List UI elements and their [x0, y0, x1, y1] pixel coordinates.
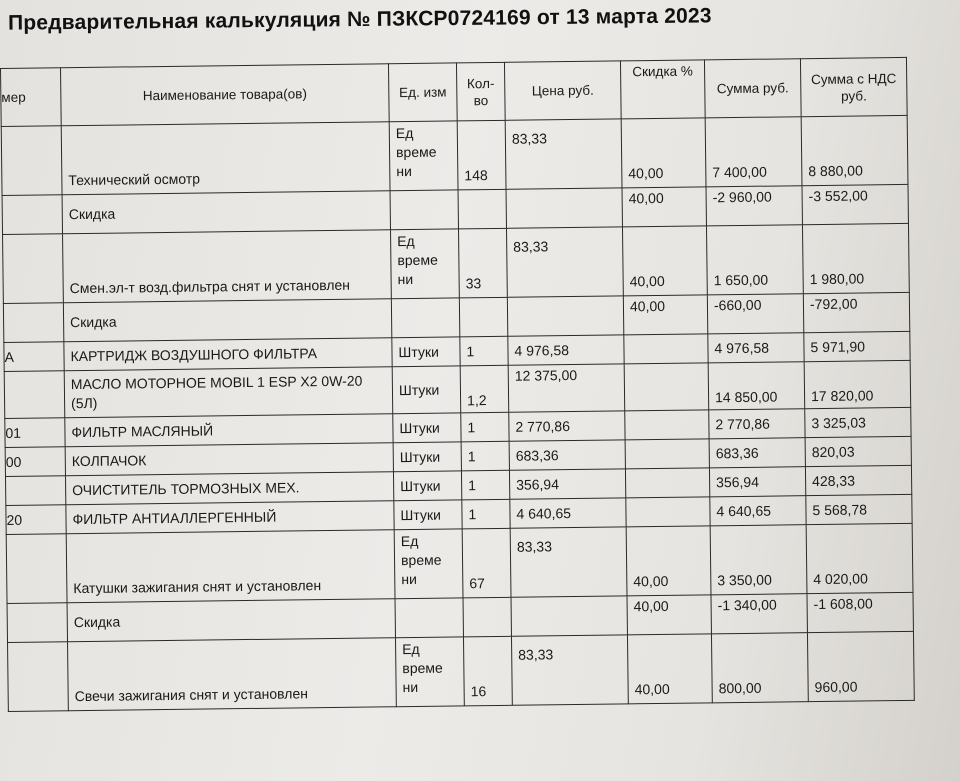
cell-sum: 3 350,00	[710, 525, 807, 595]
cell-code	[3, 303, 63, 343]
cell-sum-vat: 428,33	[805, 465, 911, 495]
cell-sum: 14 850,00	[708, 362, 805, 410]
cell-price: 83,33	[505, 119, 622, 189]
cell-discount	[625, 439, 709, 469]
table-row	[1, 115, 908, 195]
cell-discount	[626, 497, 710, 527]
cell-sum: -1 340,00	[711, 594, 807, 634]
header-discount: Скидка %	[620, 60, 705, 119]
cell-sum-vat: 8 880,00	[801, 115, 908, 185]
cell-unit: Штуки	[393, 413, 461, 443]
cell-qty	[458, 189, 506, 229]
cell-sum-vat: -1 608,00	[807, 592, 913, 632]
cell-code	[6, 534, 67, 604]
cell-sum-vat: 820,03	[805, 436, 911, 466]
cell-price: 2 770,86	[509, 411, 625, 441]
cell-name: Скидка	[62, 191, 390, 234]
cell-price: 83,33	[510, 527, 627, 597]
table-body	[1, 115, 914, 711]
document-title: Предварительная калькуляция № ПЗКСР0724169 от 13 марта 2023	[7, 4, 712, 35]
cell-qty: 1,2	[460, 365, 509, 413]
cell-sum: 2 770,86	[709, 409, 805, 439]
table-row	[8, 631, 915, 711]
cell-price: 83,33	[506, 227, 623, 297]
cell-qty: 1	[462, 499, 510, 529]
cell-price	[511, 596, 627, 636]
cell-sum-vat: 3 325,03	[805, 407, 911, 437]
cell-code: 20	[6, 505, 66, 535]
cell-price: 683,36	[509, 440, 625, 470]
cell-sum: 4 640,65	[710, 496, 806, 526]
cell-unit: Штуки	[392, 366, 461, 414]
header-code: мер	[1, 68, 62, 127]
cell-sum: 683,36	[709, 438, 805, 468]
cell-sum: 7 400,00	[705, 117, 802, 187]
cell-code	[7, 603, 67, 643]
cell-qty: 1	[461, 412, 509, 442]
header-sum-vat: Сумма с НДС руб.	[800, 57, 907, 116]
cell-unit: Ед време ни	[389, 121, 458, 191]
cell-name: КОЛПАЧОК	[65, 443, 393, 476]
cell-unit	[391, 298, 459, 338]
cell-code: 01	[5, 418, 65, 448]
cell-name: Смен.эл-т возд.фильтра снят и установлен	[63, 230, 392, 303]
cell-sum: 800,00	[711, 633, 808, 703]
cell-sum-vat: 1 980,00	[802, 223, 909, 293]
calculation-table-wrapper	[0, 57, 915, 712]
cell-code	[1, 126, 62, 196]
cell-sum-vat: 960,00	[807, 631, 914, 701]
cell-discount	[625, 468, 709, 498]
cell-discount: 40,00	[622, 226, 707, 296]
header-sum: Сумма руб.	[704, 59, 801, 118]
cell-sum: -2 960,00	[706, 186, 802, 226]
cell-sum: 356,94	[709, 467, 805, 497]
cell-discount: 40,00	[623, 295, 707, 335]
cell-discount	[624, 363, 709, 411]
cell-unit: Ед време ни	[391, 229, 460, 299]
header-unit: Ед. изм	[388, 63, 457, 122]
cell-name: Технический осмотр	[61, 122, 390, 195]
cell-unit: Ед време ни	[395, 637, 464, 707]
cell-sum-vat: 5 971,90	[804, 331, 910, 361]
cell-name: Катушки зажигания снят и установлен	[66, 530, 395, 603]
cell-qty: 1	[461, 441, 509, 471]
cell-sum: 1 650,00	[706, 225, 803, 295]
cell-price: 12 375,00	[508, 364, 625, 412]
cell-qty	[463, 597, 511, 637]
cell-name: КАРТРИДЖ ВОЗДУШНОГО ФИЛЬТРА	[64, 338, 392, 371]
header-qty: Кол-во	[456, 62, 505, 121]
cell-discount: 40,00	[627, 595, 711, 635]
cell-code	[8, 642, 69, 712]
cell-price: 4 640,65	[510, 498, 626, 528]
cell-name: ФИЛЬТР АНТИАЛЛЕРГЕННЫЙ	[66, 501, 394, 534]
cell-code: A	[4, 342, 64, 372]
header-price: Цена руб.	[504, 61, 621, 120]
cell-unit	[395, 598, 463, 638]
cell-price: 356,94	[509, 469, 625, 499]
cell-name: ФИЛЬТР МАСЛЯНЫЙ	[65, 414, 393, 447]
cell-qty: 1	[460, 336, 508, 366]
cell-code: 00	[5, 447, 65, 477]
cell-name: Скидка	[67, 599, 395, 642]
cell-name: Скидка	[63, 299, 391, 342]
cell-sum-vat: -3 552,00	[802, 184, 908, 224]
cell-unit: Штуки	[394, 500, 462, 530]
cell-code	[4, 371, 65, 419]
cell-sum: -660,00	[707, 294, 803, 334]
cell-discount	[625, 410, 709, 440]
cell-unit: Ед време ни	[394, 529, 463, 599]
cell-price	[506, 188, 622, 228]
table-row	[6, 523, 913, 603]
cell-price	[507, 296, 623, 336]
cell-discount: 40,00	[626, 526, 711, 596]
cell-code	[3, 234, 64, 304]
cell-unit: Штуки	[393, 471, 461, 501]
cell-discount: 40,00	[622, 187, 706, 227]
cell-discount: 40,00	[627, 634, 712, 704]
cell-qty: 67	[462, 528, 511, 598]
cell-price: 83,33	[511, 635, 628, 705]
cell-qty: 33	[459, 228, 508, 298]
cell-qty	[459, 297, 507, 337]
cell-discount: 40,00	[621, 118, 706, 188]
cell-name: МАСЛО МОТОРНОЕ MOBIL 1 ESP X2 0W-20 (5Л)	[64, 367, 393, 418]
cell-qty: 148	[457, 120, 506, 190]
cell-sum: 4 976,58	[708, 333, 804, 363]
calculation-table	[0, 57, 915, 712]
table-row	[3, 223, 910, 303]
cell-sum-vat: -792,00	[803, 292, 909, 332]
cell-price: 4 976,58	[508, 335, 624, 365]
cell-sum-vat: 17 820,00	[804, 360, 911, 408]
cell-qty: 1	[461, 470, 509, 500]
cell-name: ОЧИСТИТЕЛЬ ТОРМОЗНЫХ МЕХ.	[65, 472, 393, 505]
cell-name: Свечи зажигания снят и установлен	[68, 638, 397, 711]
cell-unit: Штуки	[393, 442, 461, 472]
cell-sum-vat: 5 568,78	[806, 494, 912, 524]
cell-code	[5, 476, 65, 506]
header-name: Наименование товара(ов)	[61, 64, 390, 126]
cell-unit: Штуки	[392, 337, 460, 367]
cell-unit	[390, 190, 458, 230]
cell-code	[2, 195, 62, 235]
cell-discount	[624, 334, 708, 364]
cell-sum-vat: 4 020,00	[806, 523, 913, 593]
cell-qty: 16	[463, 636, 512, 706]
